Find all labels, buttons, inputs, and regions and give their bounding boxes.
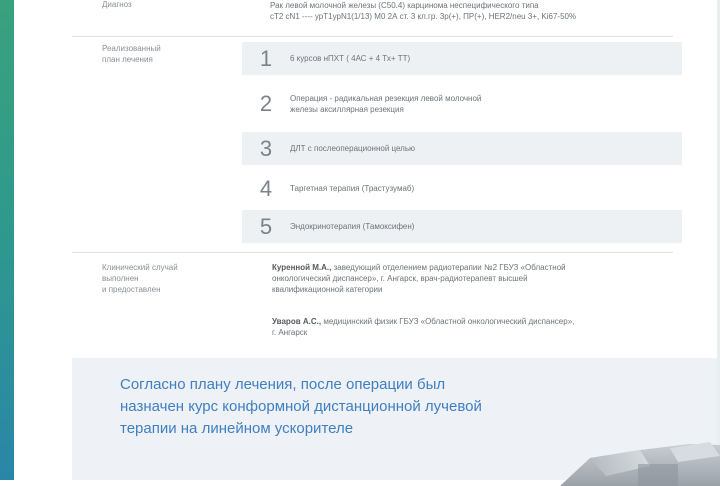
author-1-paragraph bbox=[272, 262, 682, 295]
divider bbox=[72, 252, 673, 253]
linear-accelerator-illustration bbox=[520, 436, 720, 486]
plan-label-line-2: план лечения bbox=[102, 55, 153, 64]
accent-sidebar bbox=[0, 0, 14, 480]
plan-step-2 bbox=[242, 84, 682, 124]
divider bbox=[72, 36, 673, 37]
plan-step-1 bbox=[242, 42, 682, 75]
step-number: 1 bbox=[259, 45, 273, 71]
highlight-band bbox=[72, 358, 717, 480]
plan-step-3 bbox=[242, 132, 682, 165]
plan-step-4 bbox=[242, 172, 682, 205]
step-text: 6 курсов нПХТ ( 4АС + 4 Тх+ ТТ) bbox=[290, 54, 411, 63]
author-1-line-3: квалификационной категории bbox=[272, 285, 383, 294]
plan-step-5 bbox=[242, 210, 682, 243]
author-2-name: Уваров А.С., bbox=[272, 317, 322, 326]
headline-line-2: назначен курс конформной дистанционной лучевой bbox=[120, 398, 482, 415]
step-text: Таргетная терапия (Трастузумаб) bbox=[290, 184, 415, 193]
diagnosis-line-1: Рак левой молочной железы (С50.4) карцинома неспецифического типа bbox=[270, 1, 539, 10]
diagnosis-text bbox=[270, 0, 690, 22]
step-text: ДЛТ с послеоперационной целью bbox=[290, 144, 416, 153]
diagnosis-label: Диагноз bbox=[102, 0, 132, 9]
author-2-paragraph bbox=[272, 316, 682, 338]
step-number: 4 bbox=[259, 175, 273, 201]
step-number: 5 bbox=[259, 213, 273, 239]
diagnosis-line-2: cT2 cN1 ---- урТ1урN1(1/13) М0 2А ст. 3 кл.гр. 3р(+), ПР(+), HER2/neu 3+, Ki67-50% bbox=[270, 12, 577, 21]
author-1-line-2: онкологический диспансер», г. Ангарск, врач-радиотерапевт высшей bbox=[272, 274, 528, 283]
highlight-headline bbox=[120, 374, 590, 440]
plan-label-line-1: Реализованный bbox=[102, 44, 161, 53]
author-1-text: заведующий отделением радиотерапии №2 ГБУЗ «Областной bbox=[333, 263, 566, 272]
step-number: 2 bbox=[259, 91, 273, 116]
step-text-line-1: Операция - радикальная резекция левой молочной bbox=[290, 94, 482, 103]
step-text: Эндокринотерапия (Тамоксифен) bbox=[290, 222, 415, 231]
author-1-line-1 bbox=[272, 262, 682, 273]
step-text-line-2: железы аксиллярная резекция bbox=[290, 105, 404, 114]
author-1-name: Куренной М.А., bbox=[272, 263, 332, 272]
author-2-text: медицинский физик ГБУЗ «Областной онкологический диспансер», bbox=[323, 317, 575, 326]
step-number: 3 bbox=[259, 135, 273, 161]
headline-line-1: Согласно плану лечения, после операции был bbox=[120, 376, 446, 393]
author-2-line-1 bbox=[272, 316, 682, 327]
author-2-line-2: г. Ангарск bbox=[272, 328, 308, 337]
document-sheet bbox=[14, 0, 717, 480]
step-text bbox=[290, 93, 590, 115]
case-label-line-3: и предоставлен bbox=[102, 285, 161, 294]
case-label-line-2: выполнен bbox=[102, 274, 139, 283]
headline-line-3: терапии на линейном ускорителе bbox=[120, 420, 354, 437]
case-label-line-1: Клинический случай bbox=[102, 263, 178, 272]
case-label bbox=[102, 262, 222, 295]
plan-label bbox=[102, 43, 222, 65]
